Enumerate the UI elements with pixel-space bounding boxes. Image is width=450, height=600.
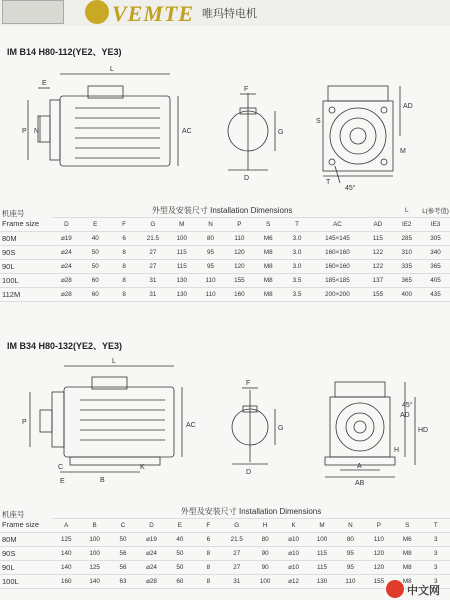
table-cell: 120	[365, 547, 393, 561]
table-cell: 3.0	[283, 246, 312, 260]
table-cell: 120	[365, 561, 393, 575]
table-cell: 21.5	[223, 533, 251, 547]
section2-title: IM B34 H80-132(YE2、YE3)	[7, 341, 123, 351]
table-cell: 56	[109, 561, 137, 575]
col-header: D	[137, 519, 165, 533]
table-cell: ⌀19	[137, 533, 165, 547]
table-cell: 27	[223, 561, 251, 575]
table-cell: 80	[251, 533, 279, 547]
table-row	[0, 561, 450, 575]
header-banner	[0, 0, 450, 26]
table-row	[0, 533, 450, 547]
table-cell: 8	[194, 575, 222, 589]
table-cell: 160×160	[311, 260, 363, 274]
table-cell: 130	[167, 288, 196, 302]
dim-label-B: B	[100, 477, 105, 484]
dim-label-E: E	[60, 478, 65, 485]
frame-size-header: 机座号 Frame size	[0, 204, 52, 232]
dim-label-G: G	[278, 425, 284, 432]
table-cell: 365	[392, 274, 421, 288]
col-header: G	[138, 218, 167, 232]
table-cell: 3	[421, 575, 450, 589]
section1-drawing	[0, 58, 450, 203]
col-header: D	[52, 218, 81, 232]
table-cell: 120	[225, 260, 254, 274]
table-cell: 185×185	[311, 274, 363, 288]
table-cell: 6	[194, 533, 222, 547]
table-cell: 160×160	[311, 246, 363, 260]
table-cell: ⌀28	[52, 288, 81, 302]
dim-label-G: G	[278, 129, 284, 136]
table-cell: 100	[80, 533, 108, 547]
table-row	[0, 246, 450, 260]
table-cell: ⌀10	[279, 533, 307, 547]
dim-label-T: T	[326, 179, 331, 186]
dim-label-L: L	[112, 358, 116, 365]
col-header: E	[81, 218, 110, 232]
table-cell: 100	[308, 533, 336, 547]
table-cell: ⌀10	[279, 561, 307, 575]
table-cell: 27	[138, 260, 167, 274]
dimensions-table-b14	[0, 204, 450, 302]
dim-label-S: S	[316, 118, 321, 125]
table-cell: 6	[110, 232, 139, 246]
table-cell: 400	[392, 288, 421, 302]
table-cell: 50	[166, 561, 194, 575]
table-cell: 21.5	[138, 232, 167, 246]
table-cell: 50	[81, 246, 110, 260]
table-cell: 305	[421, 232, 450, 246]
table-cell: 130	[308, 575, 336, 589]
table-cell: 110	[365, 533, 393, 547]
table-cell: 31	[138, 274, 167, 288]
table-cell: M8	[393, 547, 421, 561]
table-cell: 110	[225, 232, 254, 246]
col-header: P	[365, 519, 393, 533]
col-header: AD	[363, 218, 392, 232]
table-cell: 95	[336, 547, 364, 561]
table-cell: 340	[421, 246, 450, 260]
dim-label-F: F	[246, 380, 251, 387]
dimensions-table-b34	[0, 505, 450, 589]
table-cell: 90	[251, 547, 279, 561]
dim-label-AC: AC	[182, 128, 192, 135]
table-cell: 27	[223, 547, 251, 561]
table-cell: M6	[393, 533, 421, 547]
col-header: N	[336, 519, 364, 533]
dim-label-P: P	[22, 419, 27, 426]
table-title: 外型及安装尺寸 Installation Dimensions	[52, 505, 450, 519]
col-header: E	[166, 519, 194, 533]
table-cell: M8	[254, 246, 283, 260]
table-cell: 60	[81, 274, 110, 288]
table-cell: 60	[166, 575, 194, 589]
table-cell: M8	[254, 274, 283, 288]
table-cell: 140	[52, 561, 80, 575]
frame-size-header: 机座号 Frame size	[0, 505, 52, 533]
table-cell: 122	[363, 246, 392, 260]
table-cell: ⌀12	[279, 575, 307, 589]
frame-size-cell: 90L	[0, 260, 52, 274]
table-cell: 435	[421, 288, 450, 302]
brand-name: VEMTE	[112, 1, 195, 26]
watermark-text: 中文网	[407, 585, 440, 597]
table-cell: ⌀24	[52, 246, 81, 260]
table-cell: 50	[81, 260, 110, 274]
frame-size-cell: 80M	[0, 533, 52, 547]
table-cell: 95	[196, 260, 225, 274]
table-cell: 80	[336, 533, 364, 547]
col-header: T	[283, 218, 312, 232]
php-logo-icon	[386, 580, 404, 598]
table-row	[0, 547, 450, 561]
table-title: 外型及安装尺寸 Installation Dimensions	[52, 204, 392, 218]
table-cell: 8	[110, 260, 139, 274]
brand-logo-icon	[85, 0, 109, 24]
table-cell: 122	[363, 260, 392, 274]
table-cell: 115	[167, 246, 196, 260]
dim-label-AC: AC	[186, 422, 196, 429]
table-cell: 100	[80, 547, 108, 561]
table-cell: 125	[80, 561, 108, 575]
col-header: A	[52, 519, 80, 533]
dim-label-K: K	[140, 464, 145, 471]
table-cell: 31	[138, 288, 167, 302]
dim-label-H: H	[394, 447, 400, 454]
col-L: L	[392, 204, 421, 218]
table-row	[0, 575, 450, 589]
table-cell: ⌀28	[137, 575, 165, 589]
table-cell: 137	[363, 274, 392, 288]
col-header: M	[308, 519, 336, 533]
table-cell: 140	[52, 547, 80, 561]
col-ie2: IE2	[392, 218, 421, 232]
table-cell: 160	[52, 575, 80, 589]
table-cell: 95	[336, 561, 364, 575]
col-header: F	[194, 519, 222, 533]
table-cell: 130	[167, 274, 196, 288]
table-cell: 145×145	[311, 232, 363, 246]
table-cell: 115	[167, 260, 196, 274]
table-cell: 50	[109, 533, 137, 547]
table-cell: 56	[109, 547, 137, 561]
table-cell: 60	[81, 288, 110, 302]
frame-size-cell: 80M	[0, 232, 52, 246]
dim-label-AD: AD	[400, 412, 410, 419]
table-cell: M8	[254, 288, 283, 302]
dim-label-D: D	[246, 469, 252, 476]
frame-size-cell: 112M	[0, 288, 52, 302]
table-cell: 100	[251, 575, 279, 589]
table-cell: 8	[194, 547, 222, 561]
col-header: F	[110, 218, 139, 232]
table-cell: 110	[336, 575, 364, 589]
table-cell: 40	[166, 533, 194, 547]
table-row	[0, 260, 450, 274]
dim-label-angle: 45°	[402, 402, 413, 409]
table-cell: 110	[196, 288, 225, 302]
table-cell: 3	[421, 547, 450, 561]
col-header: C	[109, 519, 137, 533]
table-cell: 31	[223, 575, 251, 589]
table-cell: 27	[138, 246, 167, 260]
table-cell: 115	[308, 547, 336, 561]
dim-label-L: L	[110, 66, 114, 73]
table-cell: 310	[392, 246, 421, 260]
table-cell: 285	[392, 232, 421, 246]
col-header: N	[196, 218, 225, 232]
table-cell: 8	[194, 561, 222, 575]
col-header: H	[251, 519, 279, 533]
col-header: AC	[311, 218, 363, 232]
frame-size-cell: 90S	[0, 246, 52, 260]
dim-label-AB: AB	[355, 480, 365, 487]
table-cell: M8	[254, 260, 283, 274]
table-cell: 8	[110, 274, 139, 288]
frame-size-cell: 90L	[0, 561, 52, 575]
dim-label-E: E	[42, 80, 47, 87]
col-ie3: IE3	[421, 218, 450, 232]
table-cell: 110	[196, 274, 225, 288]
watermark	[386, 578, 450, 600]
table-cell: 3.0	[283, 260, 312, 274]
table-cell: 40	[81, 232, 110, 246]
col-header: S	[393, 519, 421, 533]
table-cell: 335	[392, 260, 421, 274]
table-cell: ⌀28	[52, 274, 81, 288]
table-cell: M8	[393, 575, 421, 589]
col-L-ref: L(参考值)	[421, 204, 450, 218]
dim-label-HD: HD	[418, 427, 429, 434]
dim-label-AD: AD	[403, 103, 413, 110]
table-cell: ⌀19	[52, 232, 81, 246]
frame-size-cell: 90S	[0, 547, 52, 561]
table-cell: 155	[365, 575, 393, 589]
table-cell: 140	[80, 575, 108, 589]
table-cell: 80	[196, 232, 225, 246]
frame-size-cell: 100L	[0, 575, 52, 589]
table-cell: 8	[110, 246, 139, 260]
table-cell: 3.5	[283, 288, 312, 302]
table-cell: 200×200	[311, 288, 363, 302]
table-cell: M6	[254, 232, 283, 246]
section2-drawing	[0, 352, 450, 487]
table-row	[0, 232, 450, 246]
table-cell: 155	[363, 288, 392, 302]
section1-title: IM B14 H80-112(YE2、YE3)	[7, 47, 122, 57]
col-header: S	[254, 218, 283, 232]
table-cell: 100	[167, 232, 196, 246]
table-cell: ⌀24	[52, 260, 81, 274]
table-cell: 125	[52, 533, 80, 547]
table-row	[0, 288, 450, 302]
dim-label-M: M	[400, 148, 406, 155]
table-cell: 3	[421, 533, 450, 547]
table-row	[0, 274, 450, 288]
col-header: P	[225, 218, 254, 232]
table-cell: 365	[421, 260, 450, 274]
table-cell: 160	[225, 288, 254, 302]
table-cell: 405	[421, 274, 450, 288]
table-cell: ⌀24	[137, 561, 165, 575]
dim-label-D: D	[244, 175, 250, 182]
col-header: G	[223, 519, 251, 533]
col-header: B	[80, 519, 108, 533]
dim-label-A: A	[357, 463, 362, 470]
table-cell: 8	[110, 288, 139, 302]
table-cell: 155	[225, 274, 254, 288]
motor-icon	[2, 0, 64, 24]
table-cell: 115	[363, 232, 392, 246]
table-body-b14	[0, 232, 450, 302]
table-cell: 3.0	[283, 232, 312, 246]
table-cell: 95	[196, 246, 225, 260]
table-cell: 3.5	[283, 274, 312, 288]
col-header: M	[167, 218, 196, 232]
frame-size-cell: 100L	[0, 274, 52, 288]
col-header: T	[421, 519, 450, 533]
table-body-b34	[0, 533, 450, 589]
dim-label-P: P	[22, 128, 27, 135]
table-cell: 63	[109, 575, 137, 589]
table-cell: 120	[225, 246, 254, 260]
table-cell: M8	[393, 561, 421, 575]
table-cell: ⌀10	[279, 547, 307, 561]
brand-name-cn: 唯玛特电机	[202, 8, 257, 20]
dim-label-C: C	[58, 464, 64, 471]
table-cell: 115	[308, 561, 336, 575]
dim-label-N: N	[34, 128, 40, 135]
table-cell: ⌀24	[137, 547, 165, 561]
dim-label-F: F	[244, 86, 249, 93]
table-cell: 3	[421, 561, 450, 575]
table-cell: 90	[251, 561, 279, 575]
col-header: K	[279, 519, 307, 533]
table-cell: 50	[166, 547, 194, 561]
dim-label-angle: 45°	[345, 185, 356, 192]
